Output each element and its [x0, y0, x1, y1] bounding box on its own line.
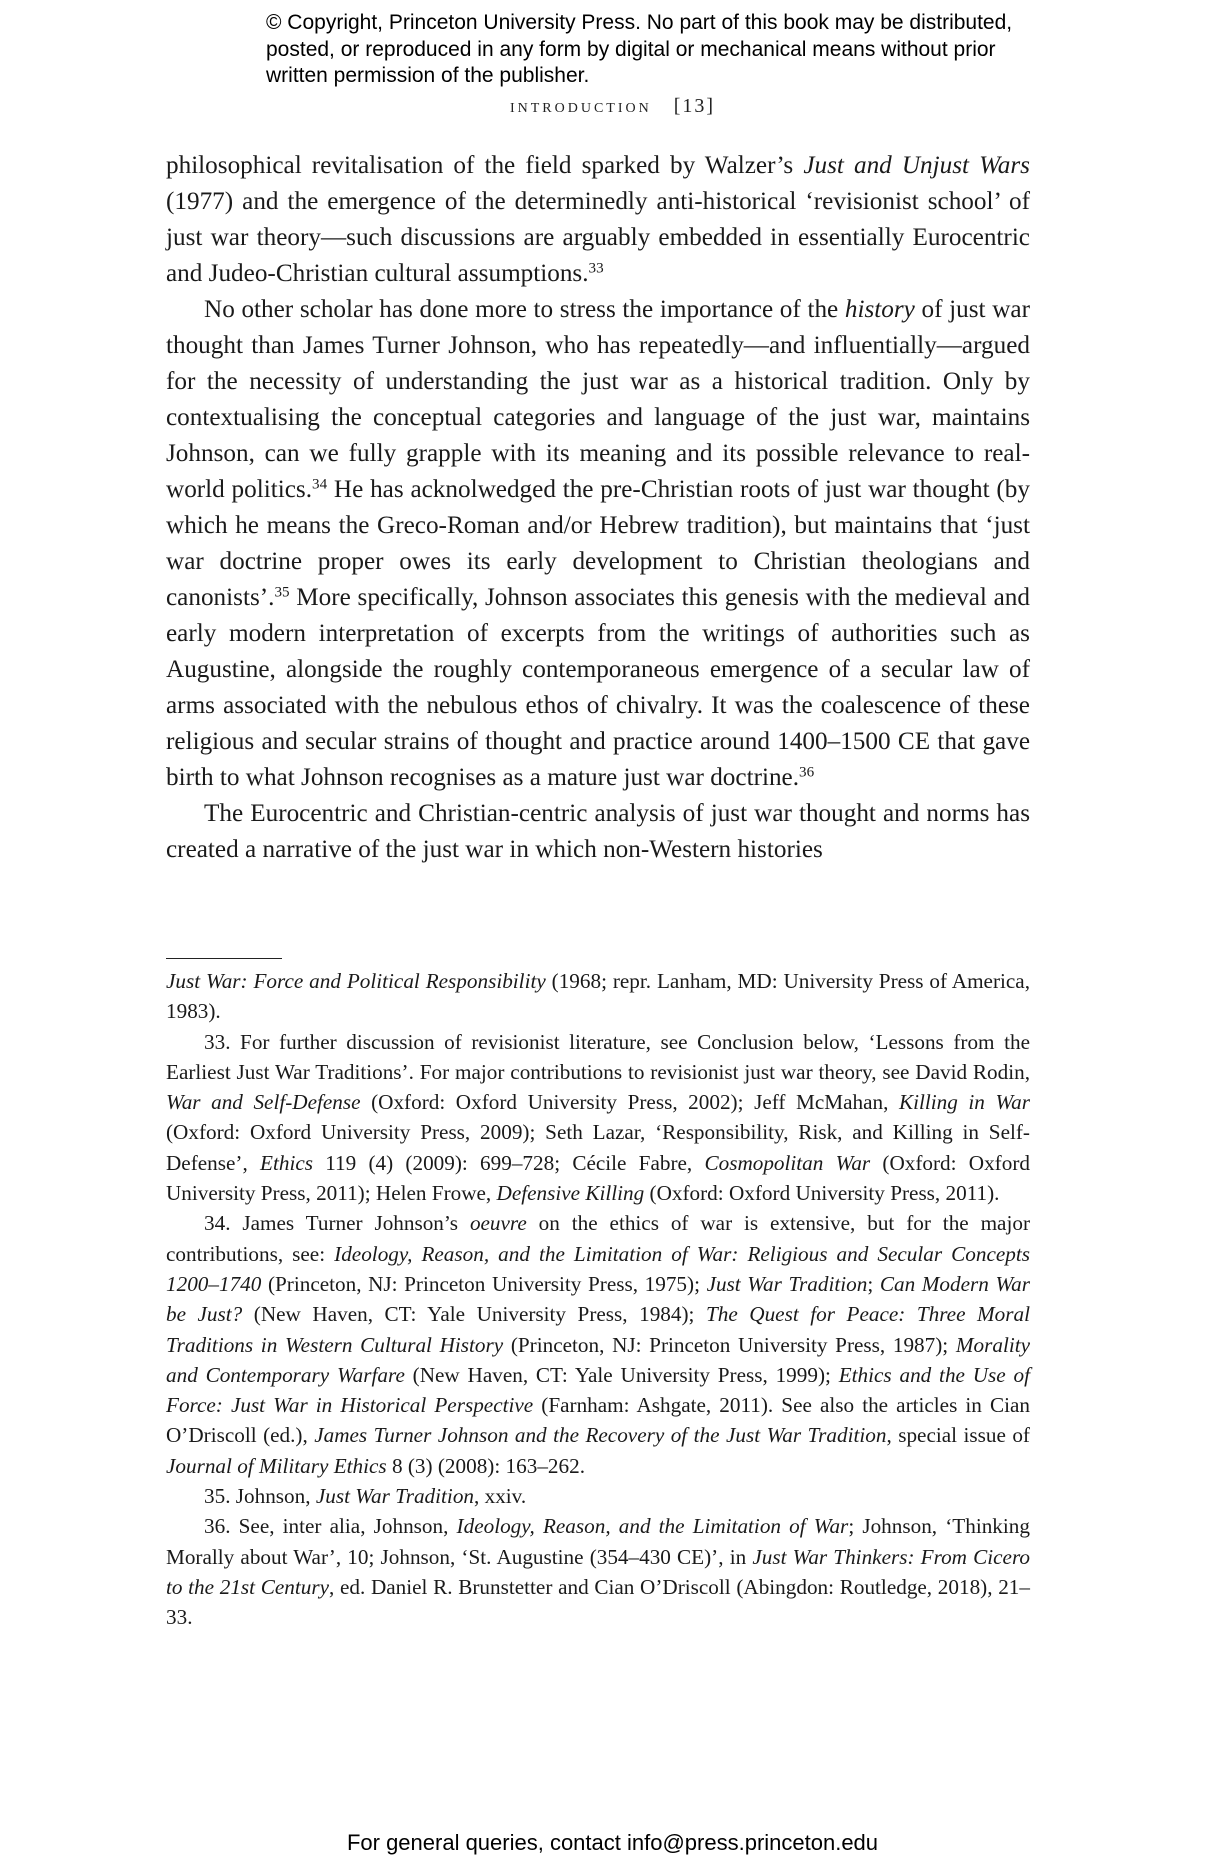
footnote-ref-36[interactable]: 36	[799, 764, 815, 781]
text-run: 8 (3) (2008): 163–262.	[386, 1453, 585, 1478]
text-run: No other scholar has done more to stress the importance of the	[204, 296, 845, 323]
text-run: (Oxford: Oxford University Press, 2002); Jeff McMahan,	[360, 1090, 899, 1115]
section-title: introduction	[509, 95, 652, 117]
italic-title: Ethics	[260, 1150, 313, 1175]
italic-term: oeuvre	[469, 1211, 527, 1236]
paragraph-3: The Eurocentric and Christian-centric analysis of just war thought and norms has created a narrative of the just war in which non-Western histories	[166, 800, 1030, 863]
italic-title: War and Self-Defense	[166, 1090, 361, 1115]
footnote-34	[166, 1208, 1030, 1481]
text-run: ; Johnson, ‘Thinking Morally about War’, 10; Johnson, ‘St. Augustine (354–430 CE)’, in	[166, 1514, 1030, 1569]
running-head	[0, 95, 1225, 118]
text-run: 36. See, inter alia, Johnson,	[204, 1514, 457, 1539]
footnote-ref-35[interactable]: 35	[274, 584, 290, 601]
italic-title: Journal of Military Ethics	[166, 1453, 387, 1478]
text-run: (1977) and the emergence of the determinedly anti-historical ‘revisionist school’ of just war theory—such discussions are arguably embedded in essentially Eurocentric and Judeo-Christian cultural assumptions.	[166, 188, 1030, 287]
text-run: (New Haven, CT: Yale University Press, 1999);	[404, 1362, 839, 1387]
text-run: (Oxford: Oxford University Press, 2011); Helen Frowe,	[166, 1150, 1030, 1206]
italic-title: Just and Unjust Wars	[803, 152, 1030, 179]
footnote-36	[166, 1511, 1030, 1632]
footnote-33	[166, 1027, 1030, 1209]
text-run: (Oxford: Oxford University Press, 2011).	[644, 1181, 1000, 1206]
text-run: ;	[867, 1271, 880, 1296]
text-run: More specifically, Johnson associates this genesis with the medieval and early modern interpretation of excerpts from the writings of authorities such as Augustine, alongside the roughly contemporaneous emergence of a secular law of arms associated with the nebulous ethos of chivalry. It was the coalescence of these religious and secular strains of thought and practice around 1400–1500 CE that gave birth to what Johnson recognises as a mature just war doctrine.	[166, 584, 1030, 791]
italic-title: Just War Thinkers: From Cicero to the 21st Century	[166, 1544, 1030, 1599]
text-run: (Princeton, NJ: Princeton University Press, 1975);	[261, 1271, 707, 1296]
text-run: 34. James Turner Johnson’s	[204, 1211, 470, 1236]
italic-title: Ideology, Reason, and the Limitation of War: Religious and Secular Concepts 1200–1740	[166, 1241, 1030, 1296]
text-run: on the ethics of war is extensive, but for the major contributions, see:	[166, 1211, 1030, 1266]
text-run: philosophical revitalisation of the field sparked by Walzer’s	[166, 152, 804, 179]
text-run: of just war thought than James Turner Johnson, who has repeatedly—and influentially—argued for the necessity of understanding the just war as a historical tradition. Only by contextualising the conceptual categories and language of the just war, maintains Johnson, can we fully grapple with its meaning and its possible relevance to real-world politics.	[166, 296, 1030, 503]
italic-title: Ethics and the Use of Force: Just War in Historical Perspective	[166, 1362, 1030, 1418]
italic-title: Defensive Killing	[496, 1181, 645, 1206]
italic-title: James Turner Johnson and the Recovery of the Just War Tradition	[314, 1423, 887, 1448]
italic-title: The Quest for Peace: Three Moral Traditions in Western Cultural History	[166, 1302, 1030, 1357]
footnote-divider	[166, 958, 282, 959]
italic-title: Killing in War	[898, 1090, 1030, 1115]
text-run: 119 (4) (2009): 699–728; Cécile Fabre,	[312, 1150, 705, 1175]
footnote-ref-34[interactable]: 34	[312, 476, 328, 493]
text-run: (Princeton, NJ: Princeton University Press, 1987);	[503, 1332, 956, 1357]
italic-title: Cosmopolitan War	[704, 1150, 871, 1175]
main-text	[166, 148, 1030, 868]
footer-contact: For general queries, contact info@press.princeton.edu	[346, 1830, 879, 1855]
text-run: He has acknolwedged the pre-Christian roots of just war thought (by which he means the Greco-Roman and/or Hebrew tradition), but maintains that ‘just war doctrine proper owes its early development to Christian theologians and canonists’.	[166, 476, 1030, 611]
page-number: [13]	[673, 95, 716, 117]
text-run: , special issue of	[886, 1423, 1030, 1448]
text-run: (Farnham: Ashgate, 2011). See also the articles in Cian O’Driscoll (ed.),	[166, 1393, 1031, 1448]
italic-title: Can Modern War be Just?	[166, 1271, 1030, 1327]
footnote-ref-33[interactable]: 33	[588, 260, 604, 277]
text-run: (Oxford: Oxford University Press, 2009); Seth Lazar, ‘Responsibility, Risk, and Killing in Self-Defense’,	[166, 1120, 1030, 1175]
italic-term: history	[844, 296, 915, 323]
paragraph-2	[166, 292, 1030, 796]
text-run: (1968; repr. Lanham, MD: University Press of America, 1983).	[166, 969, 1031, 1024]
italic-title: Just War Tradition	[706, 1271, 868, 1296]
text-run: , ed. Daniel R. Brunstetter and Cian O’Driscoll (Abingdon: Routledge, 2018), 21–33.	[166, 1574, 1030, 1630]
italic-title: Ideology, Reason, and the Limitation of War	[456, 1514, 849, 1539]
text-run: 33. For further discussion of revisionist literature, see Conclusion below, ‘Lessons from the Earliest Just War Traditions’. For major contributions to revisionist just war theory, see David Rodin,	[166, 1029, 1030, 1084]
footnotes	[166, 966, 1030, 1633]
footnote-35	[166, 1481, 1030, 1511]
paragraph-1	[166, 148, 1030, 292]
footnote-continued	[166, 966, 1030, 1027]
italic-title: Just War: Force and Political Responsibility	[166, 969, 546, 993]
copyright-notice: © Copyright, Princeton University Press. No part of this book may be distributed, posted, or reproduced in any form by digital or mechanical means without prior written permission of the publisher.	[266, 11, 1013, 87]
italic-title: Morality and Contemporary Warfare	[166, 1332, 1031, 1387]
text-run: (New Haven, CT: Yale University Press, 1984);	[242, 1302, 706, 1327]
italic-title: Just War Tradition	[315, 1484, 475, 1509]
text-run: , xxiv.	[474, 1484, 527, 1509]
text-run: 35. Johnson,	[204, 1484, 316, 1509]
